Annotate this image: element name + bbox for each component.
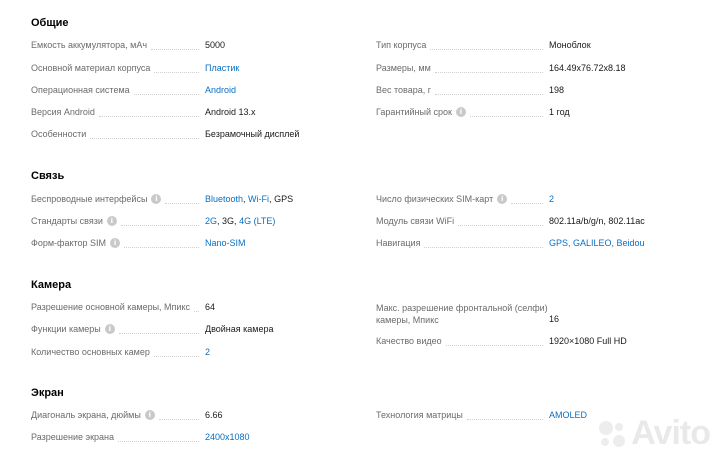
2g-link[interactable]: 2G — [205, 216, 218, 226]
section-title-general: Общие — [31, 17, 69, 29]
spec-value: 64 — [205, 302, 216, 312]
spec-label — [376, 302, 548, 326]
dotted-leader — [154, 356, 199, 357]
wifi-link[interactable]: Wi-Fi — [248, 194, 270, 204]
info-icon[interactable]: i — [105, 324, 115, 334]
dotted-leader — [151, 49, 199, 50]
spec-label: Размеры, мм — [376, 63, 431, 73]
dotted-leader — [154, 72, 199, 73]
spec-label: Разрешение экрана — [31, 432, 114, 442]
dotted-leader — [99, 116, 199, 117]
dotted-leader — [470, 116, 543, 117]
sim-count-link[interactable]: 2 — [549, 194, 555, 204]
dotted-leader — [119, 333, 199, 334]
watermark-text: Avito — [631, 414, 710, 452]
dotted-leader — [159, 419, 199, 420]
amoled-link[interactable]: AMOLED — [549, 410, 588, 420]
dotted-leader — [430, 49, 543, 50]
spec-value: 802.11a/b/g/n, 802.11ac — [549, 216, 645, 226]
spec-value: 5000 — [205, 40, 226, 50]
spec-value-link — [549, 238, 645, 248]
spec-label-text: Беспроводные интерфейсы — [31, 194, 148, 204]
section-title-connectivity: Связь — [31, 170, 65, 182]
spec-value-link — [549, 410, 587, 420]
dotted-leader — [121, 225, 199, 226]
dotted-leader — [446, 345, 543, 346]
bluetooth-link[interactable]: Bluetooth — [205, 194, 244, 204]
spec-value-link — [205, 63, 239, 73]
gps-text: GPS — [274, 194, 294, 204]
spec-value-link — [205, 347, 210, 357]
spec-value: Безрамочный дисплей — [205, 129, 300, 139]
spec-label-text: Число физических SIM-карт — [376, 194, 494, 204]
spec-label: Основной материал корпуса — [31, 63, 151, 73]
info-icon[interactable]: i — [456, 107, 466, 117]
spec-label — [31, 410, 155, 420]
info-icon[interactable]: i — [151, 194, 161, 204]
nano-sim-link[interactable]: Nano-SIM — [205, 238, 246, 248]
material-link[interactable]: Пластик — [205, 63, 240, 73]
spec-label: Версия Android — [31, 107, 95, 117]
spec-label-text: Функции камеры — [31, 324, 101, 334]
spec-value-list — [205, 216, 275, 226]
navigation-link[interactable]: GPS, GALILEO, Beidou — [549, 238, 645, 248]
4g-link[interactable]: 4G (LTE) — [239, 216, 276, 226]
spec-label: Емкость аккумулятора, мАч — [31, 40, 148, 50]
dotted-leader — [511, 203, 543, 204]
spec-label-text: Форм-фактор SIM — [31, 238, 107, 248]
section-title-camera: Камера — [31, 279, 72, 291]
info-icon[interactable]: i — [107, 216, 117, 226]
spec-value: 164.49x76.72x8.18 — [549, 63, 626, 73]
avito-watermark — [597, 414, 710, 453]
spec-label: Технология матрицы — [376, 410, 463, 420]
separator: , — [269, 194, 275, 204]
spec-label: Вес товара, г — [376, 85, 432, 95]
dotted-leader — [165, 203, 199, 204]
spec-label: Разрешение основной камеры, Мпикс — [31, 302, 190, 312]
os-link[interactable]: Android — [205, 85, 237, 95]
spec-value-link — [205, 85, 236, 95]
dotted-leader — [435, 94, 543, 95]
spec-label — [31, 194, 161, 204]
spec-value: 1920×1080 Full HD — [549, 336, 627, 346]
spec-label-line1: Макс. разрешение фронтальной (селфи) — [376, 303, 548, 313]
spec-label — [376, 194, 507, 204]
spec-label: Навигация — [376, 238, 421, 248]
spec-label: Операционная система — [31, 85, 130, 95]
section-title-screen: Экран — [31, 387, 64, 399]
spec-label-text: Стандарты связи — [31, 216, 103, 226]
spec-value: 198 — [549, 85, 565, 95]
spec-label — [376, 107, 466, 117]
dotted-leader — [118, 441, 199, 442]
spec-label: Тип корпуса — [376, 40, 427, 50]
spec-label: Особенности — [31, 129, 87, 139]
spec-value-link — [205, 432, 250, 442]
separator: , — [234, 216, 240, 226]
dotted-leader — [124, 247, 199, 248]
spec-label: Количество основных камер — [31, 347, 150, 357]
spec-value: 1 год — [549, 107, 570, 117]
spec-label — [31, 216, 117, 226]
separator: , — [243, 194, 249, 204]
spec-label — [31, 324, 115, 334]
dotted-leader — [90, 138, 199, 139]
info-icon[interactable]: i — [110, 238, 120, 248]
spec-label: Качество видео — [376, 336, 442, 346]
spec-value: 6.66 — [205, 410, 223, 420]
dotted-leader — [134, 94, 199, 95]
spec-value-list — [205, 194, 293, 204]
dotted-leader — [435, 72, 543, 73]
spec-value: Android 13.x — [205, 107, 256, 117]
spec-label: Модуль связи WiFi — [376, 216, 455, 226]
3g-text: 3G — [222, 216, 235, 226]
dotted-leader — [424, 247, 543, 248]
separator: , — [217, 216, 223, 226]
dotted-leader — [467, 419, 543, 420]
resolution-link[interactable]: 2400x1080 — [205, 432, 250, 442]
spec-label-text: Гарантийный срок — [376, 107, 452, 117]
spec-label — [31, 238, 120, 248]
dotted-leader — [458, 225, 543, 226]
spec-label-text: Диагональ экрана, дюймы — [31, 410, 141, 420]
spec-value: 16 — [549, 314, 560, 324]
info-icon[interactable]: i — [497, 194, 507, 204]
camera-count-link[interactable]: 2 — [205, 347, 211, 357]
info-icon[interactable]: i — [145, 410, 155, 420]
dotted-leader — [194, 311, 199, 312]
spec-value: Моноблок — [549, 40, 591, 50]
avito-logo-icon — [597, 419, 627, 449]
spec-value-link — [549, 194, 554, 204]
spec-value: Двойная камера — [205, 324, 274, 334]
spec-label-line2: камеры, Мпикс — [376, 315, 439, 325]
spec-value-link — [205, 238, 246, 248]
